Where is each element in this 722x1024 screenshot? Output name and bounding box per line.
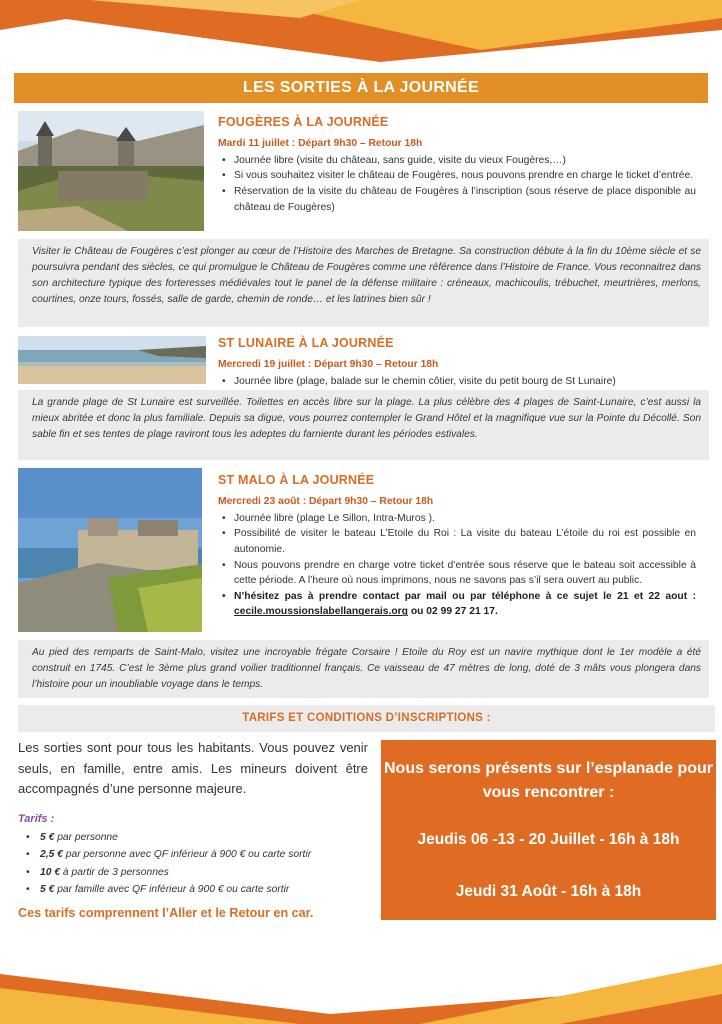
contact-phone: ou 02 99 27 21 17. [407,606,498,618]
section-fougeres [218,113,696,215]
meeting-dates-july: Jeudis 06 -13 - 20 Juillet - 16h à 18h [417,831,680,848]
tarif-text: par personne avec QF inférieur à 900 € ou carte sortir [62,849,312,861]
meeting-intro: Nous serons présents sur l’esplanade pour vous rencontrer : [384,760,713,801]
tarif-item [18,846,378,864]
page-banner-title: LES SORTIES À LA JOURNÉE [14,73,708,103]
st-lunaire-beach-photo [18,336,206,384]
tarifs-list-block [18,810,378,899]
tarifs-footnote: Ces tarifs comprennent l’Aller et le Retour en car. [18,906,314,920]
tarif-text: par personne [54,831,118,843]
meeting-info-box [381,740,716,920]
fougeres-castle-photo [18,111,204,231]
section-title: ST MALO À LA JOURNÉE [218,473,375,487]
meeting-date-august: Jeudi 31 Août - 16h à 18h [455,883,642,900]
tarif-text: par famille avec QF inférieur à 900 € ou carte sortir [54,884,290,896]
section-date: Mercredi 19 juillet : Départ 9h30 – Retour 18h [218,359,439,370]
section-title: ST LUNAIRE À LA JOURNÉE [218,336,394,350]
tarifs-list [18,829,378,899]
tarif-price: 2,5 € [40,849,63,861]
top-decoration [0,0,722,70]
fougeres-description: Visiter le Château de Fougères c’est plonger au cœur de l’Histoire des Marches de Bretagne. Sa construction débute à la fin du 10ème siècle et se poursuivra pendant des siècles, ce qui promulgue le Château de Fougères comme une référence dans l’Histoire de France. Vous reconnaitrez dans son architecture typique des forteresses médiévales tout le panel de la défense militaire : créneaux, machicoulis, trébuchet, meurtrières, merlons, courtines, onze tours, fossés, salle de garde, chemin de ronde… et les latrines bien sûr ! [18,239,709,327]
bottom-decoration [0,944,722,1024]
st-malo-description: Au pied des remparts de Saint-Malo, visitez une incroyable frégate Corsaire ! Etoile du Roy est un navire mythique dont le 1er modèle a été construit en 1745. C’est le 3ème plus grand voilier traditionnel français. Ce vaisseau de 47 mètres de long, doté de 3 mâts vous plongera dans l’histoire pour un inoubliable voyage dans le temps. [18,640,709,698]
list-item: • Possibilité de visiter le bateau L’Etoile du Roi : La visite du bateau L’étoile du roi est possible en autonomie. [218,526,696,557]
tarif-item [18,881,378,899]
st-malo-ramparts-photo [18,468,202,632]
list-item: • Réservation de la visite du château de Fougères à l’inscription (sous réserve de place disponible au château de Fougères) [218,184,696,215]
st-lunaire-description: La grande plage de St Lunaire est surveillée. Toilettes en accès libre sur la plage. La plus célèbre des 4 plages de Saint-Lunaire, c’est aussi la mieux abritée et donc la plus familiale. Depuis sa digue, vous pourrez contempler le Grand Hôtel et la magnifique vue sur la Pointe du Décollé. Son sable fin et ses tentes de plage raviront tous les adeptes du farniente durant les périodes estivales. [18,390,709,460]
section-title: FOUGÈRES À LA JOURNÉE [218,115,389,129]
bullet-list [218,511,696,620]
tarif-price: 5 € [40,831,55,843]
section-st-malo [218,471,696,620]
tarif-price: 5 € [40,884,55,896]
tarifs-header: TARIFS ET CONDITIONS D’INSCRIPTIONS : [18,705,715,732]
tarif-item [18,829,378,847]
tarifs-title: Tarifs : [18,813,55,825]
list-item: • Nous pouvons prendre en charge votre ticket d’entrée sous réserve que le bateau soit accessible à cette période. A l’heure où nous imprimons, nous ne savons pas s’il sera ouvert au public. [218,558,696,589]
list-item: • Si vous souhaitez visiter le château de Fougères, nous pouvons prendre en charge le ticket d’entrée. [218,168,696,184]
bullet-list [218,374,696,390]
tarifs-intro: Les sorties sont pour tous les habitants. Vous pouvez venir seuls, en famille, entre amis. Les mineurs doivent être accompagnés d’une personne majeure. [18,740,368,797]
tarif-text: à partir de 3 personnes [60,866,169,878]
contact-list-item [218,589,696,620]
tarif-price: 10 € [40,866,61,878]
section-date: Mercredi 23 août : Départ 9h30 – Retour 18h [218,496,434,507]
bullet-list [218,153,696,216]
contact-text: N’hésitez pas à prendre contact par mail ou par téléphone à ce sujet le 21 et 22 aout : [234,590,696,602]
tarif-item [18,864,378,882]
list-item: • Journée libre (visite du château, sans guide, visite du vieux Fougères,…) [218,153,696,169]
section-st-lunaire [218,334,696,389]
section-date: Mardi 11 juillet : Départ 9h30 – Retour 18h [218,138,423,149]
contact-email-link[interactable]: cecile.moussionslabellangerais.org [234,606,408,618]
list-item: • Journée libre (plage, balade sur le chemin côtier, visite du petit bourg de St Lunaire) [218,374,696,390]
list-item: • Journée libre (plage Le Sillon, Intra-Muros ). [218,511,696,527]
